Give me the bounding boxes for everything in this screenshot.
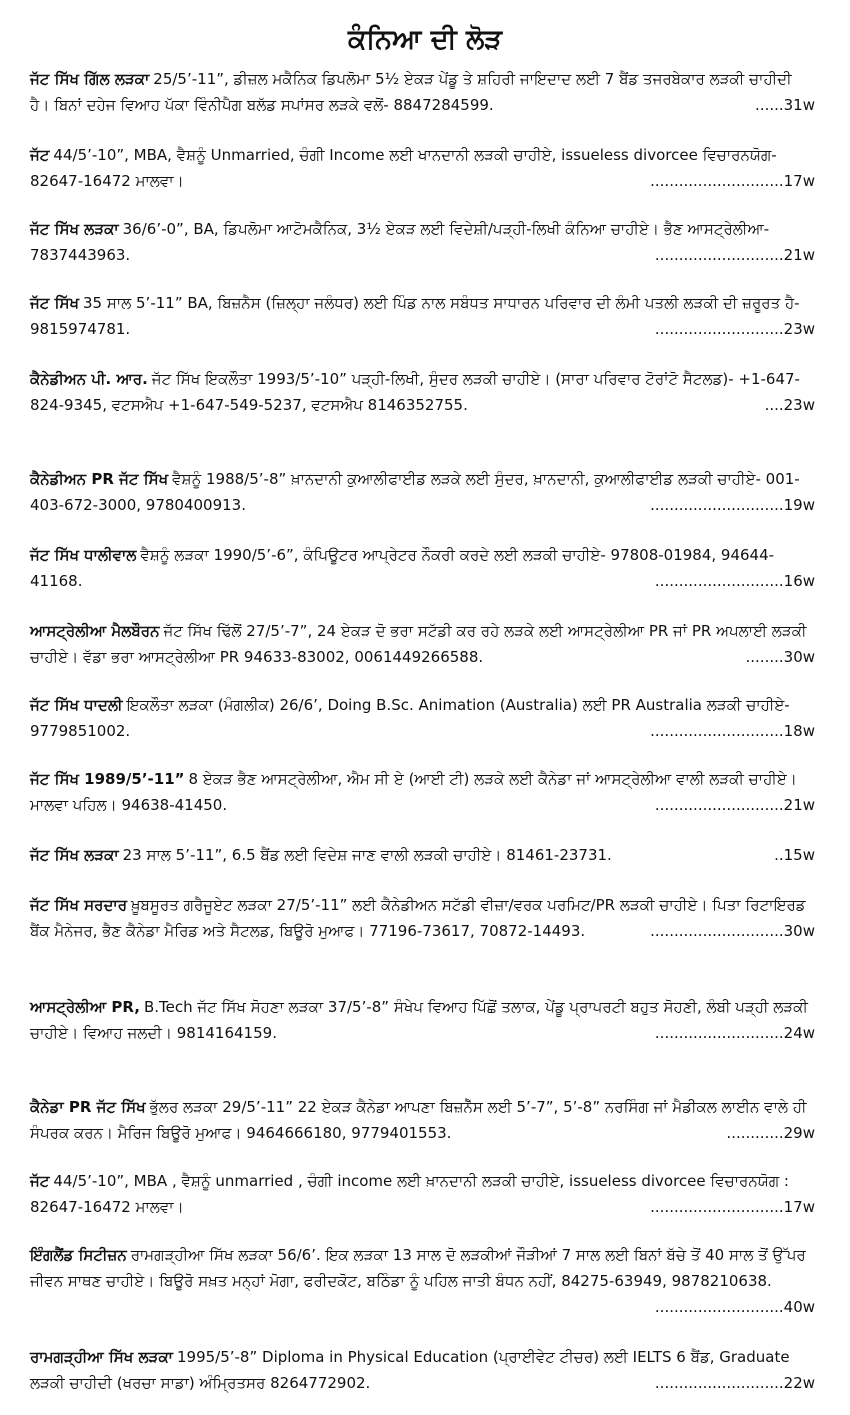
ad-ref: ............................18w: [650, 722, 815, 740]
classified-ad: [30, 66, 815, 118]
ad-ref: ...........................23w: [654, 320, 815, 338]
ad-lead: ਜੱਟ ਸਿੱਖ ਸਰਦਾਰ: [30, 896, 127, 914]
ad-ref: ......31w: [755, 96, 815, 114]
ad-body: ਰਾਮਗੜ੍ਹੀਆ ਸਿੱਖ ਲੜਕਾ 56/6’. ਇਕ ਲੜਕਾ 13 ਸਾਲ ਦੋ ਲੜਕੀਆਂ ਜੌੜੀਆਂ 7 ਸਾਲ ਲਈ ਬਿਨਾਂ ਬੱਚੇ ਤੋਂ 40 ਸਾਲ ਤੋਂ ਉੱਪਰ ਜੀਵਨ ਸਾਥਣ ਚਾਹੀਏ। ਬਿਊਰੋ ਸਖ਼ਤ ਮਨ੍ਹਾਂ ਮੋਗਾ, ਫਰੀਦਕੋਟ, ਬਠਿੰਡਾ ਨੂੰ ਪਹਿਲ ਜਾਤੀ ਬੰਧਨ ਨਹੀਂ, 84275-63949, 9878210638.: [30, 1246, 806, 1290]
ad-body: 23 ਸਾਲ 5’-11”, 6.5 ਬੈਂਡ ਲਈ ਵਿਦੇਸ਼ ਜਾਣ ਵਾਲੀ ਲੜਕੀ ਚਾਹੀਏ। 81461-23731.: [122, 846, 612, 864]
ad-lead: ਕੈਨੇਡੀਅਨ PR ਜੱਟ ਸਿੱਖ: [30, 470, 169, 488]
classified-ad: [30, 290, 815, 342]
classified-ad: [30, 842, 815, 868]
classified-ad: [30, 1094, 815, 1146]
ad-lead: ਜੱਟ: [30, 146, 50, 164]
ad-ref: ....23w: [764, 396, 815, 414]
ad-ref: ............................19w: [650, 496, 815, 514]
ad-lead: ਜੱਟ ਸਿੱਖ ਲੜਕਾ: [30, 846, 119, 864]
ad-lead: ਜੱਟ ਸਿੱਖ 1989/5’-11”: [30, 770, 185, 788]
ad-lead: ਇੰਗਲੈਂਡ ਸਿਟੀਜ਼ਨ: [30, 1246, 127, 1264]
ad-body: ਜੱਟ ਸਿੱਖ ਢਿੱਲੋਂ 27/5’-7”, 24 ਏਕੜ ਦੋ ਭਰਾ ਸਟੱਡੀ ਕਰ ਰਹੇ ਲੜਕੇ ਲਈ ਆਸਟ੍ਰੇਲੀਆ PR ਜਾਂ PR ਅਪਲਾਈ ਲੜਕੀ ਚਾਹੀਏ। ਵੱਡਾ ਭਰਾ ਆਸਟ੍ਰੇਲੀਆ PR 94633-83002, 0061449266588.: [30, 622, 807, 666]
classified-ad: [30, 1242, 815, 1320]
ad-lead: ਜੱਟ ਸਿੱਖ: [30, 294, 79, 312]
ad-ref: ...........................21w: [654, 796, 815, 814]
classified-ad: [30, 142, 815, 194]
ad-ref: ...........................22w: [654, 1374, 815, 1392]
classified-ad: [30, 216, 815, 268]
ad-lead: ਆਸਟ੍ਰੇਲੀਆ PR,: [30, 998, 140, 1016]
ad-body: 1995/5’-8” Diploma in Physical Education (ਪ੍ਰਾਈਵੇਟ ਟੀਚਰ) ਲਈ IELTS 6 ਬੈਂਡ, Graduate ਲੜਕੀ ਚਾਹੀਦੀ (ਖਰਚਾ ਸਾਡਾ) ਅੰਮ੍ਰਿਤਸਰ 8264772902.: [30, 1348, 790, 1392]
ad-body: ਜੱਟ ਸਿੱਖ ਇਕਲੌਤਾ 1993/5’-10” ਪੜ੍ਹੀ-ਲਿਖੀ, ਸੁੰਦਰ ਲੜਕੀ ਚਾਹੀਏ। (ਸਾਰਾ ਪਰਿਵਾਰ ਟੋਰਾਂਟੋ ਸੈਟਲਡ)- +1-647-824-9345, ਵਟਸਐਪ +1-647-549-5237, ਵਟਸਐਪ 8146352755.: [30, 370, 800, 414]
classified-ad: [30, 994, 815, 1046]
classified-ad: [30, 1344, 815, 1396]
ad-lead: ਕੈਨੇਡੀਅਨ ਪੀ. ਆਰ.: [30, 370, 148, 388]
ad-body: B.Tech ਜੱਟ ਸਿੱਖ ਸੋਹਣਾ ਲੜਕਾ 37/5’-8” ਸੰਖੇਪ ਵਿਆਹ ਪਿੱਛੋਂ ਤਲਾਕ, ਪੇਂਡੂ ਪ੍ਰਾਪਰਟੀ ਬਹੁਤ ਸੋਹਣੀ, ਲੰਬੀ ਪੜ੍ਹੀ ਲੜਕੀ ਚਾਹੀਏ। ਵਿਆਹ ਜਲਦੀ। 9814164159.: [30, 998, 808, 1042]
ad-ref: ............29w: [726, 1124, 815, 1142]
classified-ad: [30, 466, 815, 518]
ad-lead: ਆਸਟ੍ਰੇਲੀਆ ਮੈਲਬੌਰਨ: [30, 622, 160, 640]
ad-ref: ...........................40w: [654, 1298, 815, 1316]
ad-ref: ............................30w: [650, 922, 815, 940]
ad-ref: ............................17w: [650, 1198, 815, 1216]
ad-lead: ਜੱਟ ਸਿੱਖ ਧਾਦਲੀ: [30, 696, 123, 714]
ad-lead: ਜੱਟ ਸਿੱਖ ਲੜਕਾ: [30, 220, 119, 238]
ad-lead: ਜੱਟ ਸਿੱਖ ਗਿੱਲ ਲੜਕਾ: [30, 70, 150, 88]
ad-ref: ...........................16w: [654, 572, 815, 590]
ad-ref: ...........................21w: [654, 246, 815, 264]
classified-ad: [30, 618, 815, 670]
ad-ref: ...........................24w: [654, 1024, 815, 1042]
ad-ref: ............................17w: [650, 172, 815, 190]
ad-ref: ..15w: [774, 846, 815, 864]
ad-lead: ਕੈਨੇਡਾ PR ਜੱਟ ਸਿੱਖ: [30, 1098, 146, 1116]
ad-body: 25/5’-11”, ਡੀਜ਼ਲ ਮਕੈਨਿਕ ਡਿਪਲੋਮਾ 5½ ਏਕੜ ਪੇਂਡੂ ਤੇ ਸ਼ਹਿਰੀ ਜਾਇਦਾਦ ਲਈ 7 ਬੈਂਡ ਤਜਰਬੇਕਾਰ ਲੜਕੀ ਚਾਹੀਦੀ ਹੈ। ਬਿਨਾਂ ਦਹੇਜ ਵਿਆਹ ਪੱਕਾ ਵਿੰਨੀਪੈਗ ਬਲੱਡ ਸਪਾਂਸਰ ਲੜਕੇ ਵਲੋਂ- 8847284599.: [30, 70, 792, 114]
ad-lead: ਜੱਟ ਸਿੱਖ ਧਾਲੀਵਾਲ: [30, 546, 137, 564]
classified-ad: [30, 766, 815, 818]
ad-body: 44/5’-10”, MBA , ਵੈਸ਼ਨੂੰ unmarried , ਚੰਗੀ income ਲਈ ਖ਼ਾਨਦਾਨੀ ਲੜਕੀ ਚਾਹੀਏ, issueless divorcee ਵਿਚਾਰਨਯੋਗ : 82647-16472 ਮਾਲਵਾ।: [30, 1172, 789, 1216]
classified-ad: [30, 542, 815, 594]
classified-ad: [30, 692, 815, 744]
ad-lead: ਜੱਟ: [30, 1172, 50, 1190]
ad-body: 35 ਸਾਲ 5’-11” BA, ਬਿਜ਼ਨੈਸ (ਜ਼ਿਲ੍ਹਾ ਜਲੰਧਰ) ਲਈ ਪਿੰਡ ਨਾਲ ਸਬੰਧਤ ਸਾਧਾਰਨ ਪਰਿਵਾਰ ਦੀ ਲੰਮੀ ਪਤਲੀ ਲੜਕੀ ਦੀ ਜ਼ਰੂਰਤ ਹੈ- 9815974781.: [30, 294, 800, 338]
ad-ref: ........30w: [745, 648, 815, 666]
ad-body: 8 ਏਕੜ ਭੈਣ ਆਸਟ੍ਰੇਲੀਆ, ਐਮ ਸੀ ਏ (ਆਈ ਟੀ) ਲੜਕੇ ਲਈ ਕੈਨੇਡਾ ਜਾਂ ਆਸਟ੍ਰੇਲੀਆ ਵਾਲੀ ਲੜਕੀ ਚਾਹੀਏ। ਮਾਲਵਾ ਪਹਿਲ। 94638-41450.: [30, 770, 797, 814]
page-title: ਕੰਨਿਆ ਦੀ ਲੋੜ: [347, 24, 503, 55]
ad-body: 36/6’-0”, BA, ਡਿਪਲੋਮਾ ਆਟੋਮਕੈਨਿਕ, 3½ ਏਕੜ ਲਈ ਵਿਦੇਸ਼ੀ/ਪੜ੍ਹੀ-ਲਿਖੀ ਕੰਨਿਆ ਚਾਹੀਏ। ਭੈਣ ਆਸਟ੍ਰੇਲੀਆ- 7837443963.: [30, 220, 770, 264]
ad-body: ਭੁੱਲਰ ਲੜਕਾ 29/5’-11” 22 ਏਕੜ ਕੈਨੇਡਾ ਆਪਣਾ ਬਿਜ਼ਨੈੱਸ ਲਈ 5’-7”, 5’-8” ਨਰਸਿੰਗ ਜਾਂ ਮੈਡੀਕਲ ਲਾਈਨ ਵਾਲੇ ਹੀ ਸੰਪਰਕ ਕਰਨ। ਮੈਰਿਜ ਬਿਊਰੋ ਮੁਆਫ। 9464666180, 9779401553.: [30, 1098, 807, 1142]
classified-ad: [30, 892, 815, 944]
ad-body: ਇਕਲੌਤਾ ਲੜਕਾ (ਮੰਗਲੀਕ) 26/6’, Doing B.Sc. Animation (Australia) ਲਈ PR Australia ਲੜਕੀ ਚਾਹੀਏ- 9779851002.: [30, 696, 790, 740]
classified-ad: [30, 1168, 815, 1220]
ad-body: ਖ਼ੂਬਸੂਰਤ ਗਰੈਜੂਏਟ ਲੜਕਾ 27/5’-11” ਲਈ ਕੈਨੇਡੀਅਨ ਸਟੱਡੀ ਵੀਜ਼ਾ/ਵਰਕ ਪਰਮਿਟ/PR ਲੜਕੀ ਚਾਹੀਏ। ਪਿਤਾ ਰਿਟਾਇਰਡ ਬੈਂਕ ਮੈਨੇਜਰ, ਭੈਣ ਕੈਨੇਡਾ ਮੈਰਿਡ ਅਤੇ ਸੈਟਲਡ, ਬਿਊਰੋ ਮੁਆਫ। 77196-73617, 70872-14493.: [30, 896, 806, 940]
ad-body: ਵੈਸ਼ਨੂੰ ਲੜਕਾ 1990/5’-6”, ਕੰਪਿਊਟਰ ਆਪ੍ਰੇਟਰ ਨੌਕਰੀ ਕਰਦੇ ਲਈ ਲੜਕੀ ਚਾਹੀਏ- 97808-01984, 94644-41168.: [30, 546, 775, 590]
ad-lead: ਰਾਮਗੜ੍ਹੀਆ ਸਿੱਖ ਲੜਕਾ: [30, 1348, 173, 1366]
ad-body: ਵੈਸ਼ਨੂੰ 1988/5’-8” ਖ਼ਾਨਦਾਨੀ ਕੁਆਲੀਫਾਈਡ ਲੜਕੇ ਲਈ ਸੁੰਦਰ, ਖ਼ਾਨਦਾਨੀ, ਕੁਆਲੀਫਾਈਡ ਲੜਕੀ ਚਾਹੀਏ- 001-403-672-3000, 9780400913.: [30, 470, 800, 514]
classified-ad: [30, 366, 815, 418]
ad-body: 44/5’-10”, MBA, ਵੈਸ਼ਨੂੰ Unmarried, ਚੰਗੀ Income ਲਈ ਖਾਨਦਾਨੀ ਲੜਕੀ ਚਾਹੀਏ, issueless divorcee ਵਿਚਾਰਨਯੋਗ- 82647-16472 ਮਾਲਵਾ।: [30, 146, 777, 190]
